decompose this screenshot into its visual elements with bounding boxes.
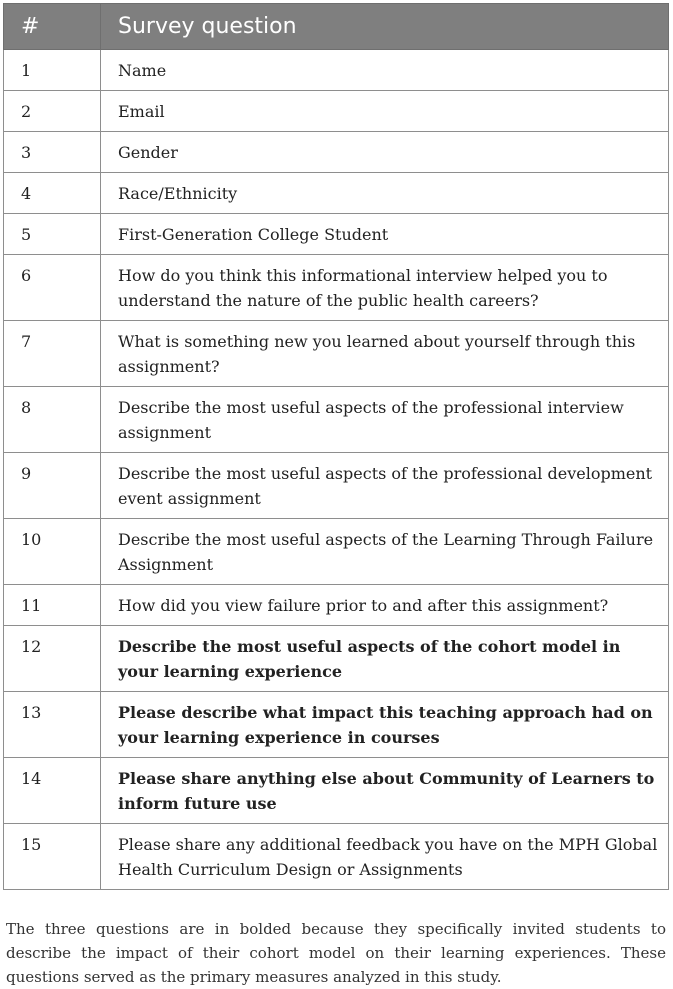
- table-row: [4, 255, 669, 321]
- table-row: [4, 519, 669, 585]
- row-number: 6: [4, 255, 101, 321]
- row-question: Describe the most useful aspects of the Learning Through Failure Assignment: [101, 519, 669, 585]
- row-number: 4: [4, 173, 101, 214]
- row-number: 13: [4, 692, 101, 758]
- row-number: 7: [4, 321, 101, 387]
- row-question: Gender: [101, 132, 669, 173]
- row-question: Describe the most useful aspects of the professional development event assignment: [101, 453, 669, 519]
- table-row-bold: [4, 758, 669, 824]
- row-number: 12: [4, 626, 101, 692]
- row-question: Race/Ethnicity: [101, 173, 669, 214]
- table-row: [4, 214, 669, 255]
- table-row: [4, 585, 669, 626]
- row-question: Please share any additional feedback you have on the MPH Global Health Curriculum Design or Assignments: [101, 824, 669, 890]
- row-question-bold: Please describe what impact this teaching approach had on your learning experience in courses: [101, 692, 669, 758]
- row-number: 9: [4, 453, 101, 519]
- table-row: [4, 91, 669, 132]
- table-row: [4, 453, 669, 519]
- row-question: Describe the most useful aspects of the professional interview assignment: [101, 387, 669, 453]
- row-question: Name: [101, 50, 669, 91]
- row-number: 8: [4, 387, 101, 453]
- row-question-bold: Please share anything else about Community of Learners to inform future use: [101, 758, 669, 824]
- row-number: 1: [4, 50, 101, 91]
- row-question: How did you view failure prior to and after this assignment?: [101, 585, 669, 626]
- table-row: [4, 50, 669, 91]
- row-number: 15: [4, 824, 101, 890]
- row-question: First-Generation College Student: [101, 214, 669, 255]
- row-question: What is something new you learned about yourself through this assignment?: [101, 321, 669, 387]
- survey-questions-table: [3, 3, 669, 890]
- table-row: [4, 132, 669, 173]
- table-row-bold: [4, 626, 669, 692]
- table-row: [4, 173, 669, 214]
- row-question-bold: Describe the most useful aspects of the cohort model in your learning experience: [101, 626, 669, 692]
- table-row: [4, 824, 669, 890]
- row-number: 2: [4, 91, 101, 132]
- table-row-bold: [4, 692, 669, 758]
- row-number: 5: [4, 214, 101, 255]
- table-header-row: [4, 4, 669, 50]
- survey-table-container: [3, 3, 668, 890]
- table-row: [4, 387, 669, 453]
- row-number: 10: [4, 519, 101, 585]
- row-number: 11: [4, 585, 101, 626]
- column-header-question: Survey question: [101, 4, 669, 50]
- row-number: 3: [4, 132, 101, 173]
- table-row: [4, 321, 669, 387]
- row-question: Email: [101, 91, 669, 132]
- row-number: 14: [4, 758, 101, 824]
- row-question: How do you think this informational interview helped you to understand the nature of the public health careers?: [101, 255, 669, 321]
- table-footnote: The three questions are in bolded because they specifically invited students to describe the impact of their cohort model on their learning experiences. These questions served as the primary measures analyzed in this study.: [6, 920, 666, 986]
- column-header-number: #: [4, 4, 101, 50]
